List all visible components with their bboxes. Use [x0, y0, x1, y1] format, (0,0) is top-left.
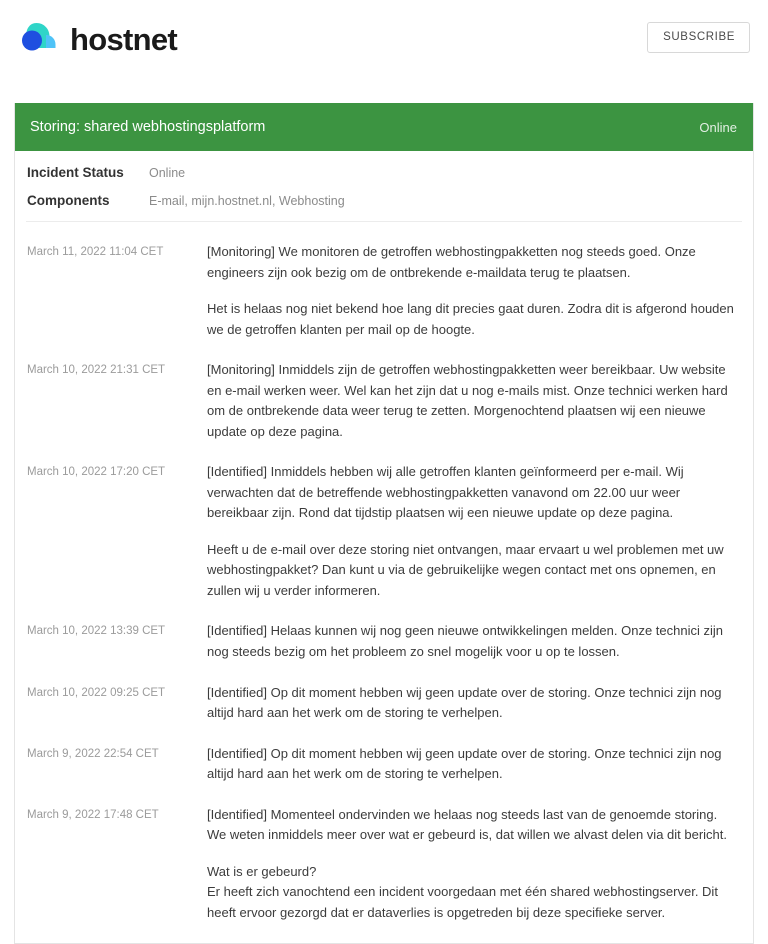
incident-meta: [15, 151, 753, 222]
update-paragraph: Wat is er gebeurd?: [207, 863, 317, 879]
update-message: [207, 242, 737, 340]
meta-row-incident-status: [15, 165, 753, 180]
update-paragraph: [Monitoring] Inmiddels zijn de getroffen webhostingpakketten weer bereikbaar. Uw website en e-mail werken weer. Wel kan het zijn dat u nog e-mails mist. Onze technici werken hard om de ontbrekende data weer terug te zetten. Morgenochtend plaatsen wij een nieuwe update op deze pagina.: [207, 362, 728, 439]
update-paragraph: [Identified] Op dit moment hebben wij geen update over de storing. Onze technici zijn nog altijd hard aan het werk om de storing te verhelpen.: [207, 745, 722, 782]
incident-update-entry: [15, 683, 753, 724]
incident-updates-list: [15, 222, 753, 923]
brand-logo[interactable]: [14, 17, 177, 59]
update-message: [207, 805, 737, 924]
update-message: [207, 360, 737, 442]
page-header: [0, 0, 768, 75]
incident-update-entry: [15, 744, 753, 785]
incident-update-entry: [15, 805, 753, 924]
update-paragraph: Heeft u de e-mail over deze storing niet ontvangen, maar ervaart u wel problemen met uw webhostingpakket? Dan kunt u via de gebruikelijke wegen contact met ons opnemen, en zullen wij u verder informeren.: [207, 541, 724, 598]
update-paragraph: Het is helaas nog niet bekend hoe lang dit precies gaat duren. Zodra dit is afgerond houden we de getroffen klanten per mail op de hoogte.: [207, 301, 734, 337]
update-timestamp: March 10, 2022 13:39 CET: [27, 625, 166, 638]
incident-card: [14, 103, 754, 944]
update-paragraph: [Identified] Inmiddels hebben wij alle getroffen klanten geïnformeerd per e-mail. Wij verwachten dat de betreffende webhostingpakketten vanavond om 22.00 uur weer bereikbaar zijn. Rond dat tijdstip plaatsen wij een nieuwe update op deze pagina.: [207, 464, 684, 521]
update-timestamp: March 9, 2022 17:48 CET: [27, 808, 159, 821]
incident-update-entry: [15, 360, 753, 442]
update-paragraph: [Identified] Helaas kunnen wij nog geen nieuwe ontwikkelingen melden. Onze technici zijn nog steeds bezig om het probleem zo snel mogelijk voor u op te lossen.: [207, 623, 723, 659]
incident-update-entry: [15, 462, 753, 601]
update-timestamp: March 10, 2022 21:31 CET: [27, 364, 166, 377]
incident-status-value: Online: [149, 166, 186, 180]
incident-update-entry: [15, 242, 753, 340]
subscribe-button[interactable]: SUBSCRIBE: [647, 22, 750, 54]
meta-row-components: [15, 193, 753, 208]
incident-title: Storing: shared webhostingsplatform: [30, 118, 266, 135]
update-paragraph: [Identified] Momenteel ondervinden we helaas nog steeds last van de genoemde storing. We weten inmiddels meer over wat er gebeurd is, dat willen we alvast delen via dit bericht.: [207, 806, 728, 843]
update-timestamp: March 10, 2022 17:20 CET: [27, 466, 166, 479]
update-paragraph: Er heeft zich vanochtend een incident voorgedaan met één shared webhostingserver. Dit heeft ervoor gezorgd dat er dataverlies is opgetreden bij deze specifieke server.: [207, 884, 718, 920]
update-message: [207, 621, 737, 662]
brand-name: hostnet: [70, 22, 178, 57]
cloud-logo-icon: [14, 21, 58, 59]
update-paragraph: [Monitoring] We monitoren de getroffen webhostingpakketten nog steeds goed. Onze engineers zijn ook bezig om de ontbrekende e-maildata terug te plaatsen.: [207, 244, 696, 280]
incident-card-header: [15, 103, 753, 151]
meta-label: Components: [27, 193, 110, 208]
components-value: E-mail, mijn.hostnet.nl, Webhosting: [149, 194, 345, 208]
update-message: [207, 683, 737, 724]
update-timestamp: March 11, 2022 11:04 CET: [27, 246, 164, 258]
incident-update-entry: [15, 621, 753, 662]
update-timestamp: March 10, 2022 09:25 CET: [27, 686, 166, 699]
update-message: [207, 744, 737, 785]
meta-label: Incident Status: [27, 165, 124, 180]
update-paragraph: [Identified] Op dit moment hebben wij geen update over de storing. Onze technici zijn nog altijd hard aan het werk om de storing te verhelpen.: [207, 684, 722, 721]
update-timestamp: March 9, 2022 22:54 CET: [27, 747, 159, 760]
update-message: [207, 462, 737, 601]
incident-header-status: Online: [699, 119, 737, 135]
